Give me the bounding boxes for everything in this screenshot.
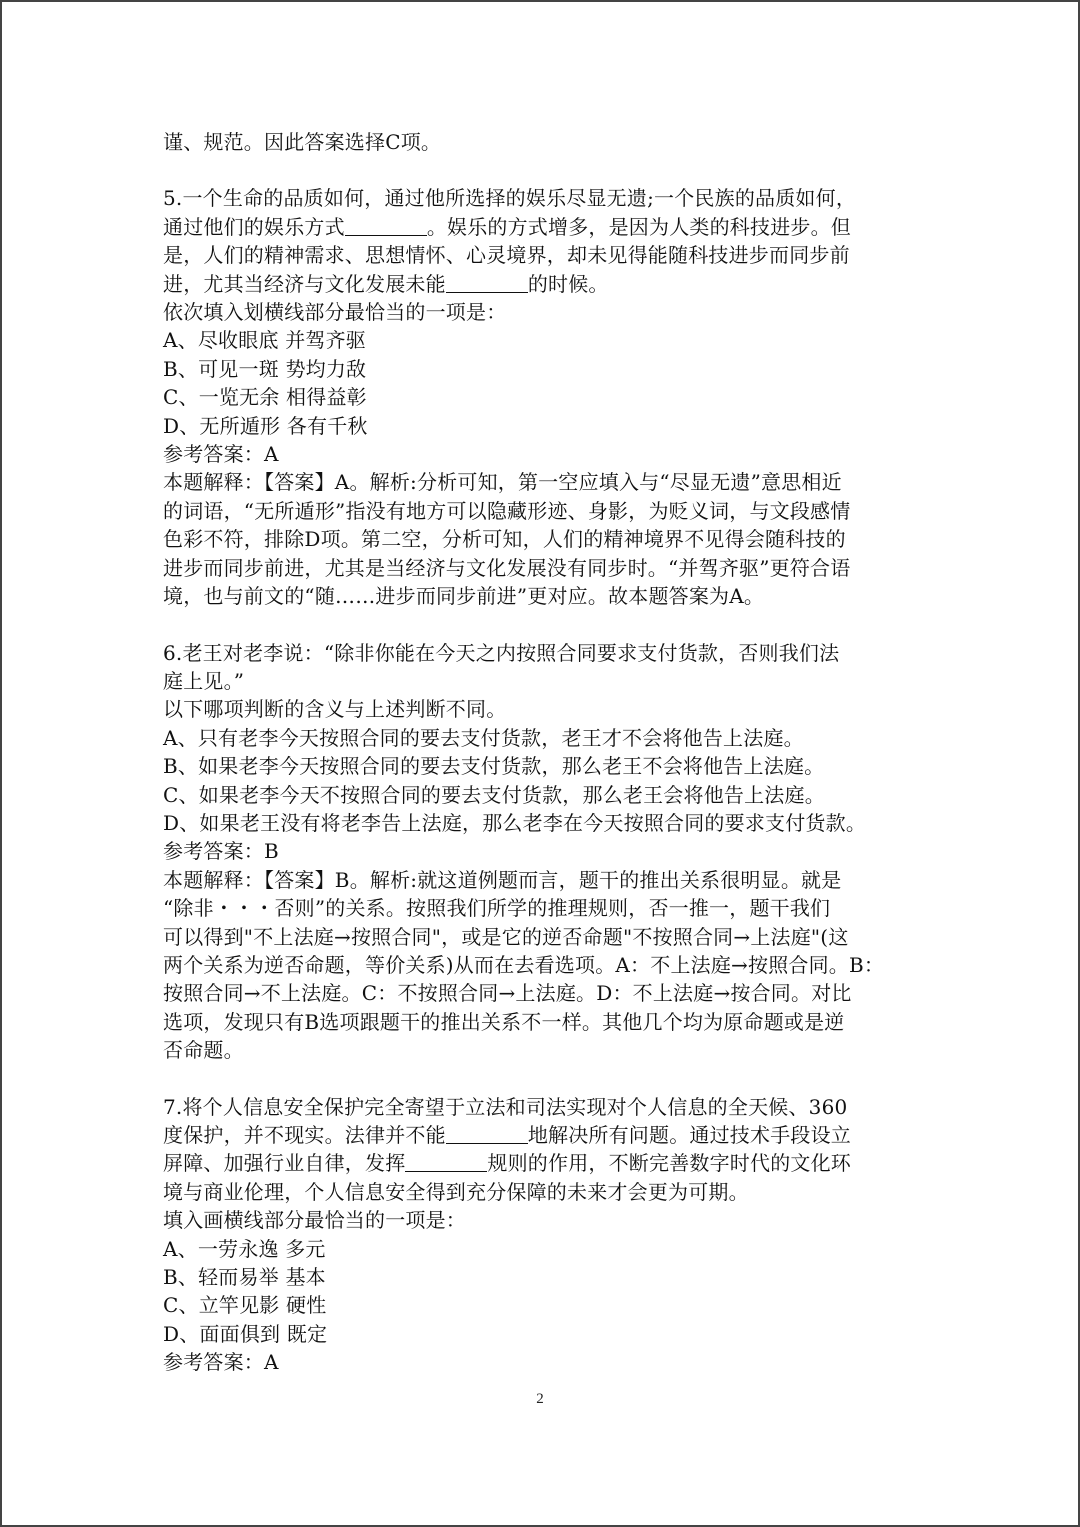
question-7-stem-line-2: 度保护，并不现实。法律并不能 地解决所有问题。通过技术手段设立: [163, 1123, 852, 1147]
question-5-explanation-line: 境，也与前文的“随……进步而同步前进”更对应。故本题答案为A。: [163, 584, 765, 609]
question-6-option-d: D、如果老王没有将老李告上法庭，那么老李在今天按照合同的要求支付货款。: [163, 810, 867, 835]
question-5-stem-line-1: 5.一个生命的品质如何，通过他所选择的娱乐尽显无遗;一个民族的品质如何，: [163, 186, 857, 211]
question-5-option-c: C、一览无余 相得益彰: [163, 385, 367, 410]
question-6-prompt: 以下哪项判断的含义与上述判断不同。: [163, 697, 507, 722]
document-body: [163, 128, 928, 1377]
question-5-stem-line-4: 进，尤其当经济与文化发展未能 的时候。: [163, 271, 609, 296]
question-7-prompt: 填入画横线部分最恰当的一项是：: [163, 1208, 466, 1233]
question-6-stem-line-2: 庭上见。”: [163, 668, 245, 693]
question-5-option-b: B、可见一斑 势均力敌: [163, 356, 367, 381]
question-5-option-d: D、无所遁形 各有千秋: [163, 413, 368, 438]
continuation-line: 谨、规范。因此答案选择C项。: [163, 130, 442, 154]
question-6-explanation-line: 按照合同→不上法庭。C：不按照合同→上法庭。D：不上法庭→按合同。对比: [163, 981, 852, 1006]
question-6: [163, 639, 928, 1065]
question-5: [163, 184, 928, 610]
fill-blank: [345, 215, 427, 236]
question-7-stem-line-3: 屏障、加强行业自律，发挥 规则的作用，不断完善数字时代的文化环: [163, 1151, 852, 1176]
question-6-explanation-line: 选项，发现只有B选项跟题干的推出关系不一样。其他几个均为原命题或是逆: [163, 1009, 845, 1034]
fill-blank: [446, 272, 528, 293]
question-5-explanation-line: 的词语，“无所遁形”指没有地方可以隐藏形迹、身影，为贬义词，与文段感情: [163, 498, 851, 523]
question-5-option-a: A、尽收眼底 并驾齐驱: [163, 328, 367, 353]
question-7-option-d: D、面面俱到 既定: [163, 1321, 328, 1346]
question-7-stem-line-4: 境与商业伦理，个人信息安全得到充分保障的未来才会更为可期。: [163, 1179, 749, 1204]
question-7: [163, 1093, 928, 1377]
question-6-explanation-line: 否命题。: [163, 1038, 244, 1063]
page-number: 2: [536, 1391, 544, 1407]
question-7-option-c: C、立竿见影 硬性: [163, 1293, 327, 1318]
question-5-stem-line-3: 是，人们的精神需求、思想情怀、心灵境界，却未见得能随科技进步而同步前: [163, 243, 850, 268]
question-5-explanation-line: 色彩不符，排除D项。第二空，分析可知，人们的精神境界不见得会随科技的: [163, 527, 846, 552]
question-5-answer: 参考答案：A: [163, 442, 279, 467]
fill-blank: [405, 1151, 487, 1172]
question-6-explanation-line: 可以得到"不上法庭→按照合同"，或是它的逆否命题"不按照合同→上法庭"(这: [163, 924, 849, 949]
question-5-explanation-line: 本题解释：【答案】A。解析:分析可知，第一空应填入与“尽显无遗”意思相近: [163, 470, 842, 495]
question-6-explanation-line: 两个关系为逆否命题，等价关系)从而在去看选项。A：不上法庭→按照合同。B：: [163, 952, 885, 977]
question-5-stem-line-2: 通过他们的娱乐方式 。娱乐的方式增多，是因为人类的科技进步。但: [163, 214, 852, 239]
question-6-stem-line-1: 6.老王对老李说：“除非你能在今天之内按照合同要求支付货款，否则我们法: [163, 640, 840, 665]
question-5-prompt: 依次填入划横线部分最恰当的一项是：: [163, 300, 507, 325]
question-6-option-c: C、如果老李今天不按照合同的要去支付货款，那么老王会将他告上法庭。: [163, 782, 825, 807]
question-7-stem-line-1: 7.将个人信息安全保护完全寄望于立法和司法实现对个人信息的全天候、360: [163, 1094, 848, 1119]
question-6-answer: 参考答案：B: [163, 839, 279, 864]
question-5-explanation-line: 进步而同步前进，尤其是当经济与文化发展没有同步时。“并驾齐驱”更符合语: [163, 555, 851, 580]
fill-blank: [446, 1123, 528, 1144]
question-7-answer: 参考答案：A: [163, 1350, 279, 1375]
question-6-explanation-line: 本题解释：【答案】B。解析:就这道例题而言，题干的推出关系很明显。就是: [163, 867, 842, 892]
question-6-option-b: B、如果老李今天按照合同的要去支付货款，那么老王不会将他告上法庭。: [163, 754, 825, 779]
question-6-option-a: A、只有老李今天按照合同的要去支付货款，老王才不会将他告上法庭。: [163, 725, 804, 750]
question-7-option-a: A、一劳永逸 多元: [163, 1236, 326, 1261]
question-6-explanation-line: “除非・・・否则”的关系。按照我们所学的推理规则，否一推一，题干我们: [163, 896, 831, 921]
question-7-option-b: B、轻而易举 基本: [163, 1265, 326, 1290]
